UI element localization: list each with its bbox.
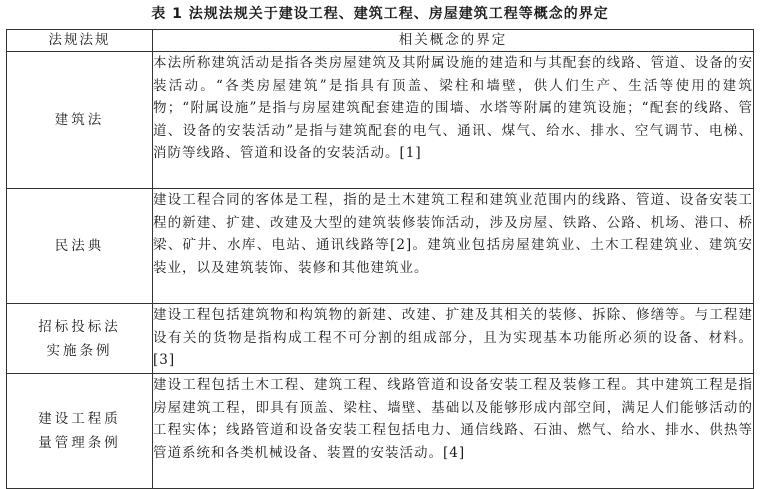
- table-row: [7, 52, 754, 189]
- definition-cell: 本法所称建筑活动是指各类房屋建筑及其附属设施的建造和与其配套的线路、管道、设备的安装活动。“各类房屋建筑”是指具有顶盖、梁柱和墙壁，供人们生产、生活等使用的建筑物；“附属设施”是指与房屋建筑配套建造的围墙、水塔等附属的建筑设施；“配套的线路、管道、设备的安装活动”是指与建筑配套的电气、通讯、煤气、给水、排水、空气调节、电梯、消防等线路、管道和设备的安装活动。[1]: [153, 52, 754, 189]
- header-definition: 相关概念的界定: [153, 30, 754, 52]
- law-name-cell: 建筑法: [7, 52, 153, 189]
- definition-cell: 建设工程包括建筑物和构筑物的新建、改建、扩建及其相关的装修、拆除、修缮等。与工程建设有关的货物是指构成工程不可分割的组成部分，且为实现基本功能所必须的设备、材料。[3]: [153, 304, 754, 374]
- table-caption: 表 1 法规法规关于建设工程、建筑工程、房屋建筑工程等概念的界定: [151, 6, 609, 22]
- header-law: 法规法规: [7, 30, 153, 52]
- law-name-cell: 建设工程质 量管理条例: [7, 374, 153, 489]
- definition-cell: 建设工程合同的客体是工程，指的是土木建筑工程和建筑业范围内的线路、管道、设备安装工程的新建、扩建、改建及大型的建筑装修装饰活动，涉及房屋、铁路、公路、机场、港口、桥梁、矿井、水库、电站、通讯线路等[2]。建筑业包括房屋建筑业、土木工程建筑业、建筑安装业，以及建筑装饰、装修和其他建筑业。: [153, 189, 754, 304]
- law-concept-table: [6, 29, 754, 489]
- definition-cell: 建设工程包括土木工程、建筑工程、线路管道和设备安装工程及装修工程。其中建筑工程是指房屋建筑工程，即具有顶盖、梁柱、墙壁、基础以及能够形成内部空间，满足人们能够活动的工程实体；线路管道和设备安装工程包括电力、通信线路、石油、燃气、给水、排水、供热等管道系统和各类机械设备、装置的安装活动。[4]: [153, 374, 754, 489]
- table-row: [7, 374, 754, 489]
- table-header-row: [7, 30, 754, 52]
- table-row: [7, 304, 754, 374]
- table-row: [7, 189, 754, 304]
- law-name-cell: 民法典: [7, 189, 153, 304]
- law-name-cell: 招标投标法 实施条例: [7, 304, 153, 374]
